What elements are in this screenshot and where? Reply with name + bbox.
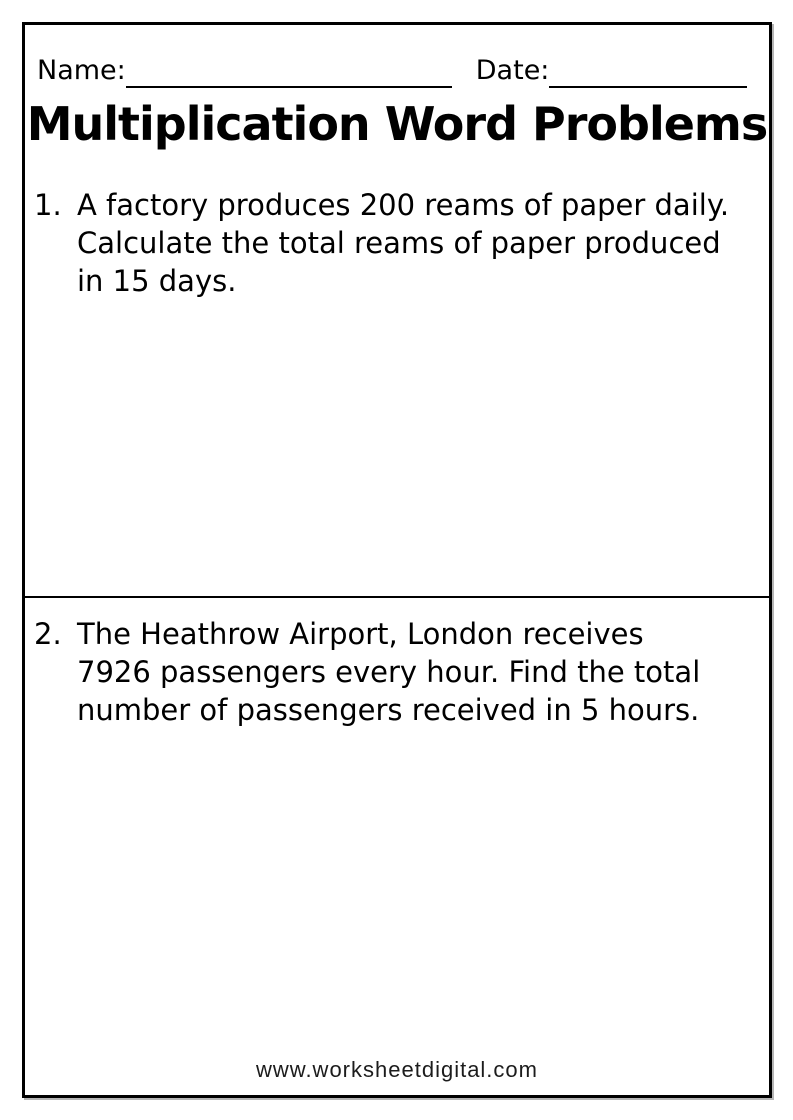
- worksheet-title: Multiplication Word Problems: [26, 97, 768, 151]
- problem-2-number: 2.: [34, 617, 62, 651]
- name-label: Name:: [37, 55, 126, 86]
- date-blank-line: [549, 54, 747, 88]
- worksheet-border-frame: [22, 22, 772, 1098]
- date-label: Date:: [475, 55, 550, 86]
- problem-1-text: [77, 186, 761, 300]
- problem-2-section: [25, 598, 769, 1057]
- problem-1-section: [25, 150, 769, 596]
- problem-1-line-3: in 15 days.: [77, 264, 237, 298]
- problem-1-line-2: Calculate the total reams of paper produced: [77, 226, 721, 260]
- name-blank-line: [126, 54, 452, 88]
- website-footer: www.worksheetdigital.com: [256, 1057, 538, 1082]
- problem-2-line-2: 7926 passengers every hour. Find the total: [77, 655, 701, 689]
- problem-1-line-1: A factory produces 200 reams of paper daily.: [77, 188, 730, 222]
- problem-1-number: 1.: [34, 188, 62, 222]
- problem-2-line-3: number of passengers received in 5 hours.: [77, 693, 700, 727]
- name-date-row: [37, 48, 747, 88]
- problem-2-line-1: The Heathrow Airport, London receives: [77, 617, 644, 651]
- problem-2-text: [77, 615, 761, 729]
